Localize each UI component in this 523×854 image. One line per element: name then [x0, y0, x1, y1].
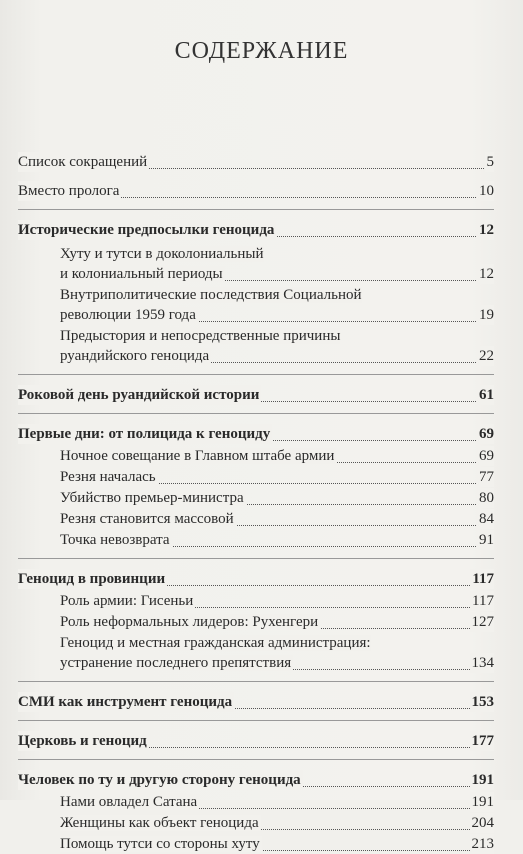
toc-subentry[interactable]: Геноцид и местная гражданская администрация: устранение последнего препятствия 134: [60, 635, 494, 671]
divider: [18, 558, 494, 559]
toc-chapter[interactable]: СМИ как инструмент геноцида 153: [18, 694, 494, 710]
toc-subentry[interactable]: Резня становится массовой 84: [60, 511, 494, 527]
toc-subentry[interactable]: Роль армии: Гисеньи 117: [60, 593, 494, 609]
divider: [18, 209, 494, 210]
toc-chapter[interactable]: Первые дни: от полицида к геноциду 69: [18, 426, 494, 442]
toc-subentry[interactable]: Хуту и тутси в доколониальный и колониальный периоды 12: [60, 246, 494, 282]
toc-entry[interactable]: Вместо пролога 10: [18, 183, 494, 199]
toc-subentry[interactable]: Внутриполитические последствия Социальной революции 1959 года 19: [60, 287, 494, 323]
toc-chapter[interactable]: Геноцид в провинции 117: [18, 571, 494, 587]
toc-subentry[interactable]: Предыстория и непосредственные причины руандийского геноцида 22: [60, 328, 494, 364]
divider: [18, 413, 494, 414]
toc-subentry[interactable]: Точка невозврата 91: [60, 532, 494, 548]
page-title: СОДЕРЖАНИЕ: [174, 38, 349, 64]
toc-subentry[interactable]: Ночное совещание в Главном штабе армии 69: [60, 448, 494, 464]
table-of-contents: [18, 150, 494, 854]
divider: [18, 681, 494, 682]
divider: [18, 720, 494, 721]
toc-subentry[interactable]: Нами овладел Сатана 191: [60, 794, 494, 810]
divider: [18, 759, 494, 760]
toc-entry[interactable]: Список сокращений 5: [18, 154, 494, 170]
toc-subentry[interactable]: Женщины как объект геноцида 204: [60, 815, 494, 831]
divider: [18, 374, 494, 375]
toc-subentry[interactable]: Роль неформальных лидеров: Рухенгери 127: [60, 614, 494, 630]
toc-subentry[interactable]: Резня началась 77: [60, 469, 494, 485]
toc-subentry[interactable]: Помощь тутси со стороны хуту 213: [60, 836, 494, 852]
toc-chapter[interactable]: Церковь и геноцид 177: [18, 733, 494, 749]
toc-chapter[interactable]: Роковой день руандийской истории 61: [18, 387, 494, 403]
toc-subentry[interactable]: Убийство премьер-министра 80: [60, 490, 494, 506]
toc-chapter[interactable]: Человек по ту и другую сторону геноцида 191: [18, 772, 494, 788]
toc-chapter[interactable]: Исторические предпосылки геноцида 12: [18, 222, 494, 238]
